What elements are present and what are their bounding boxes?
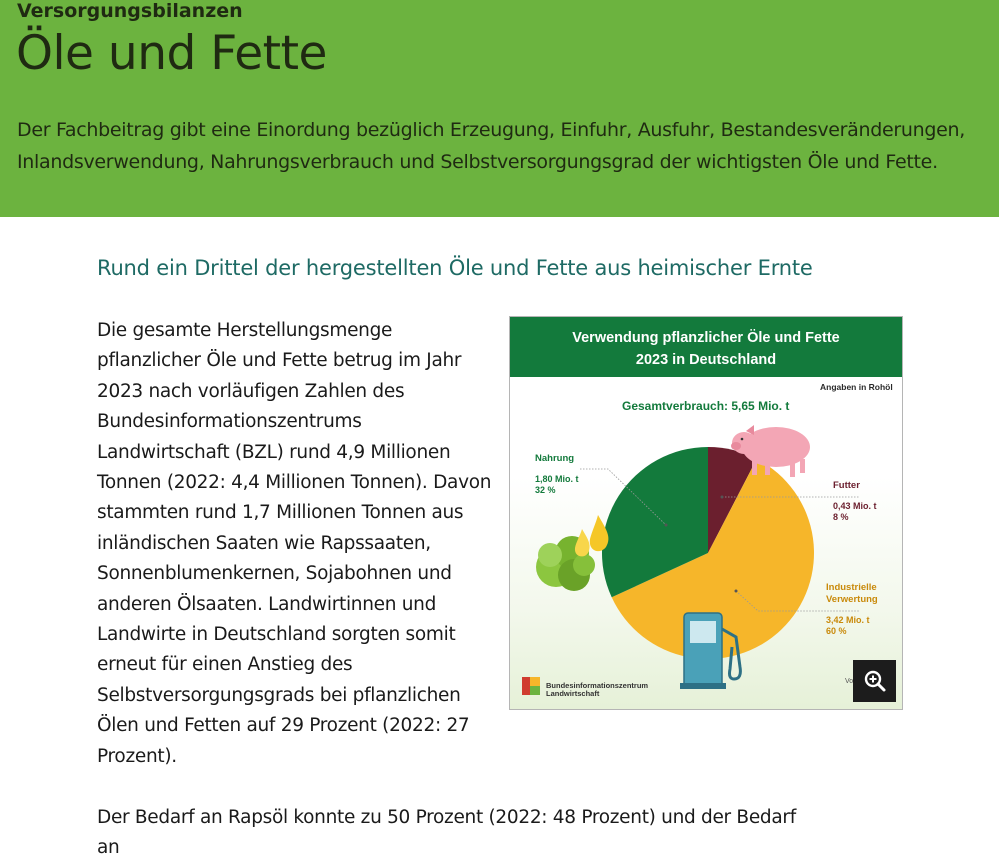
leader-dot-futter — [721, 496, 724, 499]
infographic-title-line2: 2023 in Deutschland — [635, 352, 777, 368]
page-hero — [0, 0, 999, 217]
bzl-logo-line1: Bundesinformationszentrum — [546, 681, 649, 690]
bzl-logo-text — [546, 682, 648, 698]
slice-percent-industrie: 60 % — [826, 626, 847, 636]
zoom-in-icon — [863, 669, 887, 693]
section-heading: Rund ein Drittel der hergestellten Öle und Fette aus heimischer Ernte — [97, 256, 813, 280]
total-label: Gesamtverbrauch: 5,65 Mio. t — [622, 399, 790, 413]
leader-dot-nahrung — [665, 524, 668, 527]
page-title: Öle und Fette — [16, 26, 327, 81]
slice-value-industrie: 3,42 Mio. t — [826, 615, 870, 625]
slice-value-nahrung: 1,80 Mio. t — [535, 474, 579, 484]
slice-label-industrie-line1: Industrielle — [826, 582, 877, 593]
slice-label-industrie-line2: Verwertung — [826, 594, 878, 605]
article-paragraph: Die gesamte Herstellungsmenge pflanzlicher Öle und Fette betrug im Jahr 2023 nach vorläufigen Zahlen des Bundesinformationszentrums Landwirtschaft (BZL) rund 4,9 Millionen Tonnen (2022: 4,4 Millionen Tonnen). Davon stammten rund 1,7 Millionen Tonnen aus inländischen Saaten wie Rapssaaten, Sonnenblumenkernen, Sojabohnen und anderen Ölsaaten. Landwirtinnen und Landwirte in Deutschland sorgten somit erneut für einen Anstieg des Selbstversorgungsgrads bei pflanzlichen Ölen und Fetten auf 29 Prozent (2022: 27 Prozent). — [97, 320, 492, 767]
slice-label-futter: Futter — [833, 480, 860, 491]
page-kicker: Versorgungsbilanzen — [17, 0, 243, 22]
leader-dot-industrie — [735, 590, 738, 593]
bzl-logo-icon — [522, 677, 540, 695]
slice-value-futter: 0,43 Mio. t — [833, 501, 877, 511]
zoom-button[interactable] — [853, 660, 896, 702]
infographic-figure[interactable] — [509, 316, 903, 710]
slice-percent-nahrung: 32 % — [535, 485, 556, 495]
slice-label-nahrung: Nahrung — [535, 453, 575, 464]
page-lead: Der Fachbeitrag gibt eine Einordung bezüglich Erzeugung, Einfuhr, Ausfuhr, Bestandesveränderungen, Inlandsverwendung, Nahrungsverbrauch und Selbstversorgungsgrad der wichtigsten Öle und Fette. — [17, 119, 966, 173]
unit-note: Angaben in Rohöl — [820, 382, 893, 392]
bzl-logo-line2: Landwirtschaft — [546, 689, 600, 698]
source-stub: Vo — [845, 678, 854, 685]
slice-percent-futter: 8 % — [833, 512, 849, 522]
article-paragraph-2: Der Bedarf an Rapsöl konnte zu 50 Prozent (2022: 48 Prozent) und der Bedarf an — [97, 807, 796, 859]
infographic-title-line1: Verwendung pflanzlicher Öle und Fette — [572, 330, 840, 346]
